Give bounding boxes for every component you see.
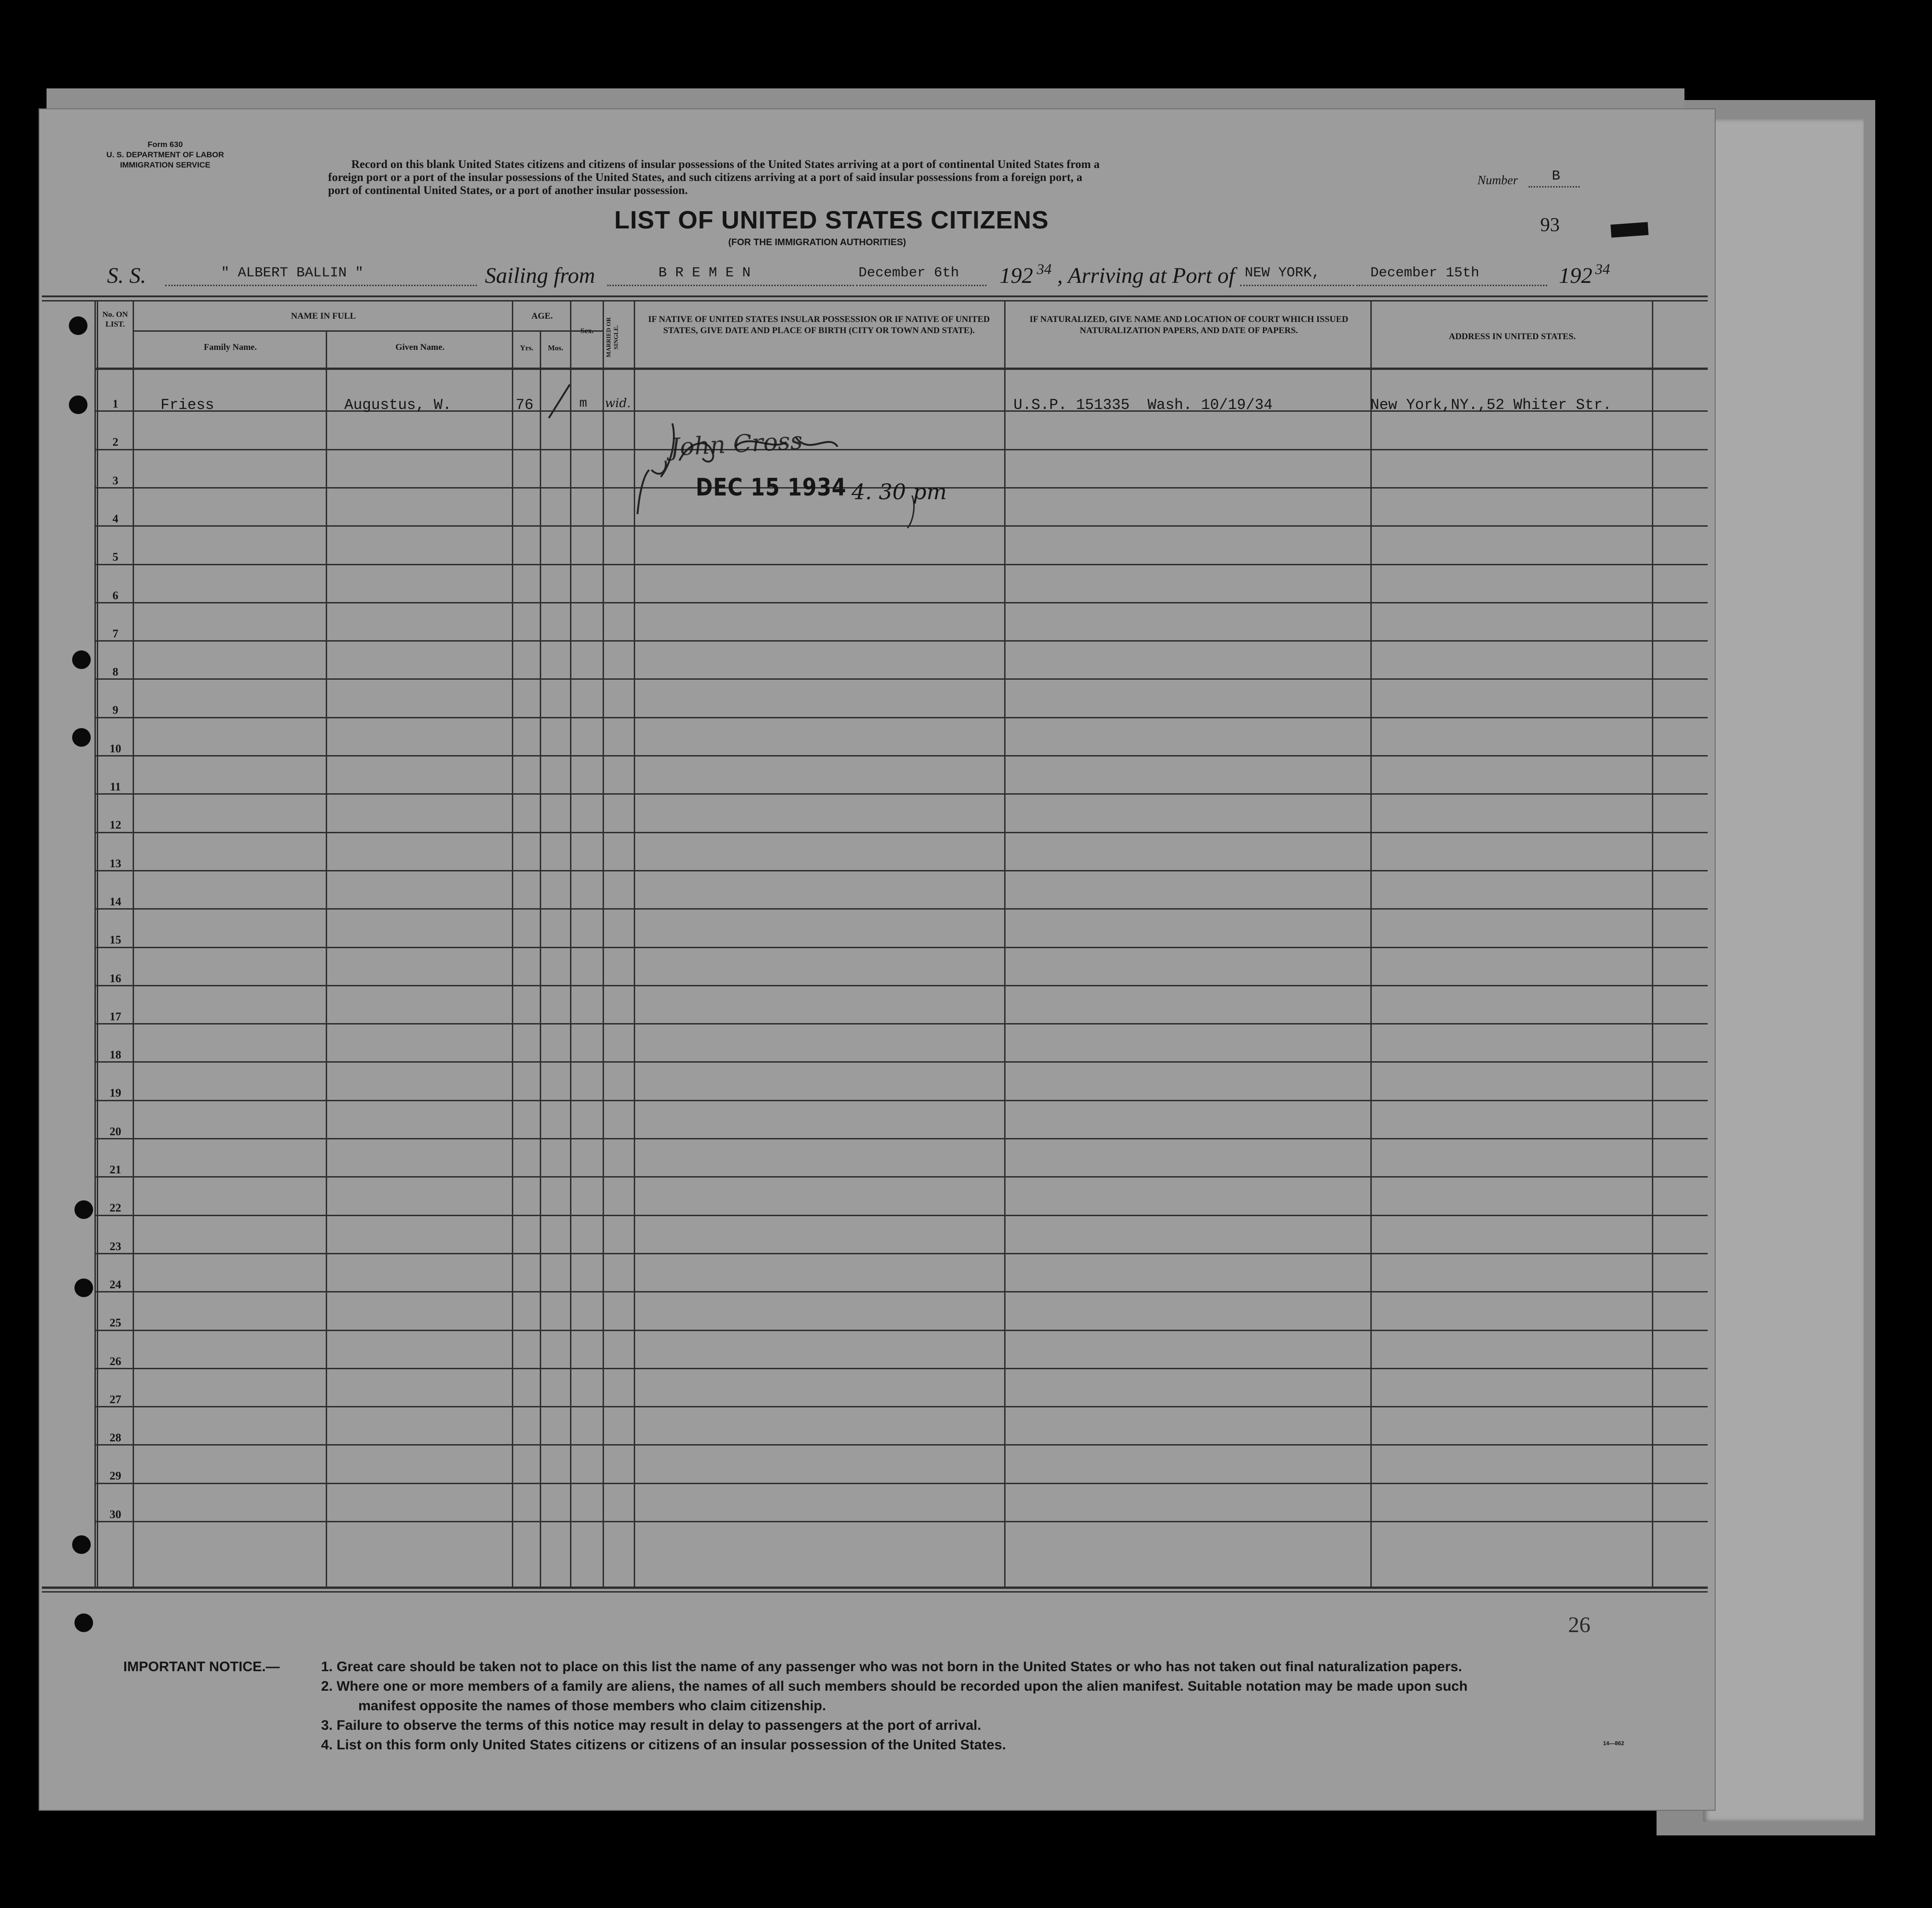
- row-rule: [95, 1138, 1708, 1139]
- sailing-label: Sailing from: [485, 263, 595, 288]
- row-number: 12: [109, 819, 121, 832]
- col-line-sex: [570, 300, 571, 1589]
- page-subtitle: (FOR THE IMMIGRATION AUTHORITIES): [728, 237, 906, 248]
- row-rule: [95, 908, 1708, 910]
- row-rule: [95, 1521, 1708, 1522]
- col-header-age: AGE.: [531, 311, 553, 321]
- row-number: 11: [110, 781, 121, 793]
- row-number: 30: [109, 1508, 121, 1521]
- row-rule: [95, 1368, 1708, 1369]
- arrival-date: December 15th: [1370, 265, 1480, 281]
- form-header: [81, 140, 249, 170]
- instruction-line-1: Record on this blank United States citizens and citizens of insular possessions of the United States arriving at a port of continental United States from a: [351, 158, 1100, 171]
- notice-item-3: 3. Failure to observe the terms of this notice may result in delay to passengers at the port of arrival.: [321, 1718, 981, 1733]
- table-bottom-rule-inner: [42, 1591, 1708, 1593]
- punch-hole: [74, 1613, 93, 1632]
- row-number: 13: [109, 857, 121, 870]
- row-number: 26: [109, 1355, 121, 1368]
- instruction-line-3: port of continental United States, or a port of another insular possession.: [328, 184, 688, 197]
- page-title: LIST OF UNITED STATES CITIZENS: [614, 206, 1049, 234]
- from-line: [607, 285, 854, 286]
- manifest-page: [40, 109, 1715, 1810]
- notice-item-2-cont: manifest opposite the names of those members who claim citizenship.: [358, 1698, 826, 1714]
- col-header-mos: Mos.: [548, 344, 564, 352]
- row-rule: [95, 755, 1708, 757]
- cell-given: Augustus, W.: [344, 396, 452, 414]
- punch-hole: [69, 316, 87, 335]
- col-header-no: No. ON LIST.: [102, 310, 128, 328]
- arrival-line: [1356, 285, 1547, 286]
- row-number: 2: [112, 436, 119, 449]
- signature-stroke: [637, 423, 674, 514]
- row-rule: [95, 678, 1708, 680]
- row-rule: [95, 1100, 1708, 1101]
- row-number: 29: [109, 1470, 121, 1483]
- col-header-naturalized: IF NATURALIZED, GIVE NAME AND LOCATION OF COURT WHICH ISSUED NATURALIZATION PAPERS, AND DATE OF PAPERS.: [1029, 315, 1348, 335]
- row-number: 15: [109, 934, 121, 947]
- cell-family: Friess: [161, 396, 215, 414]
- department: U. S. DEPARTMENT OF LABOR: [106, 150, 224, 159]
- departure-date: December 6th: [859, 265, 959, 281]
- row-number: 25: [109, 1317, 121, 1330]
- row-number: 28: [109, 1432, 121, 1445]
- row-rule: [95, 564, 1708, 565]
- number-value: B: [1552, 168, 1561, 184]
- row-rule: [95, 985, 1708, 986]
- cell-yrs: 76: [516, 396, 534, 414]
- row-number: 24: [109, 1278, 121, 1291]
- row-rule: [95, 1444, 1708, 1446]
- row-number: 20: [109, 1125, 121, 1138]
- cell-sex: m: [579, 396, 587, 411]
- row-number: 17: [109, 1010, 121, 1023]
- year-overwrite: 34: [1037, 261, 1052, 277]
- col-line-right: [1652, 300, 1653, 1589]
- table-top-rule-inner: [42, 300, 1708, 301]
- row-number: 27: [109, 1393, 121, 1406]
- row-rule: [95, 602, 1708, 603]
- row-number: 6: [112, 589, 119, 602]
- row-number: 7: [112, 627, 119, 640]
- row-rule: [95, 1253, 1708, 1254]
- row-number: 19: [109, 1087, 121, 1100]
- col-header-married: MARRIED OR SINGLE.: [605, 317, 619, 358]
- col-header-native: IF NATIVE OF UNITED STATES INSULAR POSSESSION OR IF NATIVE OF UNITED STATES, GIVE DATE AND PLACE OF BIRTH (CITY OR TOWN AND STATE).: [648, 315, 990, 335]
- print-code: 14—862: [1603, 1740, 1624, 1747]
- col-line-given: [326, 330, 327, 1589]
- punch-hole: [69, 395, 87, 414]
- row-number: 14: [109, 895, 121, 908]
- row-rule: [95, 793, 1708, 795]
- number-line: [1529, 186, 1580, 187]
- punch-hole: [72, 650, 91, 669]
- cell-married: wid.: [605, 396, 631, 410]
- row-rule: [95, 1330, 1708, 1331]
- year-prefix: 192: [1000, 263, 1033, 288]
- col-line-no: [94, 300, 96, 1589]
- ship-line: [165, 285, 477, 286]
- ss-label: S. S.: [107, 263, 146, 288]
- row-number: 9: [112, 704, 119, 717]
- punch-hole: [72, 728, 91, 747]
- row-number: 5: [112, 551, 119, 564]
- col-line-yrs: [512, 300, 513, 1589]
- page-number: 26: [1568, 1613, 1590, 1637]
- col-line-address: [1370, 300, 1372, 1589]
- row-number: 3: [112, 474, 119, 487]
- cell-address: New York,NY.,52 Whiter Str.: [1370, 396, 1612, 414]
- col-header-family: Family Name.: [204, 342, 257, 352]
- arrival-year-overwrite: 34: [1595, 261, 1610, 277]
- col-line-family: [133, 300, 134, 1589]
- from-port: B R E M E N: [658, 265, 751, 281]
- row-number: 16: [109, 972, 121, 985]
- row-rule: [95, 1061, 1708, 1063]
- departure-line: [856, 285, 986, 286]
- arriving-label: , Arriving at Port of: [1057, 263, 1235, 288]
- instruction-line-2: foreign port or a port of the insular possessions of the United States, and such citizens arriving at a port of said insular possessions from a foreign port, a: [328, 171, 1082, 184]
- notice-items: [321, 1657, 1670, 1755]
- row-rule: [95, 870, 1708, 871]
- date-stamp: DEC 15 1934: [696, 474, 846, 502]
- punch-hole: [74, 1200, 93, 1219]
- col-header-name: NAME IN FULL: [291, 311, 356, 321]
- row-number: 1: [112, 398, 119, 410]
- number-label: Number: [1477, 173, 1518, 187]
- notice-label: IMPORTANT NOTICE.—: [123, 1659, 280, 1674]
- table-top-rule: [42, 295, 1708, 297]
- col-header-given: Given Name.: [395, 342, 445, 352]
- handwriting-layer: [633, 414, 986, 530]
- row-rule: [95, 832, 1708, 833]
- ship-name: " ALBERT BALLIN ": [221, 265, 364, 281]
- col-header-sex: Sex.: [580, 327, 594, 335]
- form-number: Form 630: [148, 140, 183, 149]
- row-rule: [95, 640, 1708, 642]
- row-number: 18: [109, 1049, 121, 1062]
- to-port: NEW YORK,: [1245, 265, 1321, 281]
- time-note: 4. 30 pm: [852, 479, 947, 504]
- row-rule: [95, 1176, 1708, 1178]
- row-rule: [95, 1291, 1708, 1292]
- sheet-number: 93: [1540, 214, 1560, 236]
- col-header-address: ADDRESS IN UNITED STATES.: [1449, 332, 1576, 341]
- row-rule: [95, 1406, 1708, 1407]
- service: IMMIGRATION SERVICE: [120, 161, 210, 169]
- notice-item-4: 4. List on this form only United States citizens or citizens of an insular possession of the United States.: [321, 1737, 1006, 1753]
- header-bottom-rule: [95, 368, 1708, 370]
- col-line-married: [603, 300, 604, 1589]
- punch-hole: [72, 1535, 91, 1554]
- cell-naturalized: U.S.P. 151335 Wash. 10/19/34: [1013, 396, 1273, 414]
- col-header-yrs: Yrs.: [520, 344, 534, 352]
- signature-text: John Cross: [669, 427, 804, 462]
- row-rule: [95, 717, 1708, 718]
- arrival-year-prefix: 192: [1559, 263, 1592, 288]
- row-number: 8: [112, 666, 119, 679]
- row-number: 4: [112, 512, 119, 525]
- row-rule: [95, 1023, 1708, 1024]
- row-number: 10: [109, 742, 121, 755]
- row-number: 22: [109, 1202, 121, 1215]
- col-line-mos: [540, 330, 541, 1589]
- instructions: [328, 158, 1408, 197]
- table-bottom-rule: [42, 1587, 1708, 1589]
- notice-item-2: 2. Where one or more members of a family are aliens, the names of all such members should be recorded upon the alien manifest. Suitable notation may be made upon such: [321, 1679, 1468, 1694]
- col-line-no-2: [97, 300, 98, 1589]
- punch-hole: [74, 1279, 93, 1297]
- row-rule: [95, 1483, 1708, 1484]
- row-number: 21: [109, 1164, 121, 1176]
- row-rule: [95, 947, 1708, 948]
- back-sheet: [1703, 119, 1864, 1821]
- col-line-naturalized: [1004, 300, 1006, 1589]
- ink-mark: [1610, 222, 1649, 238]
- notice-item-1: 1. Great care should be taken not to place on this list the name of any passenger who was not born in the United States or who has not taken out final naturalization papers.: [321, 1659, 1462, 1674]
- to-port-line: [1240, 285, 1354, 286]
- row-number: 23: [109, 1240, 121, 1253]
- subheader-rule: [133, 330, 603, 332]
- row-rule: [95, 1215, 1708, 1216]
